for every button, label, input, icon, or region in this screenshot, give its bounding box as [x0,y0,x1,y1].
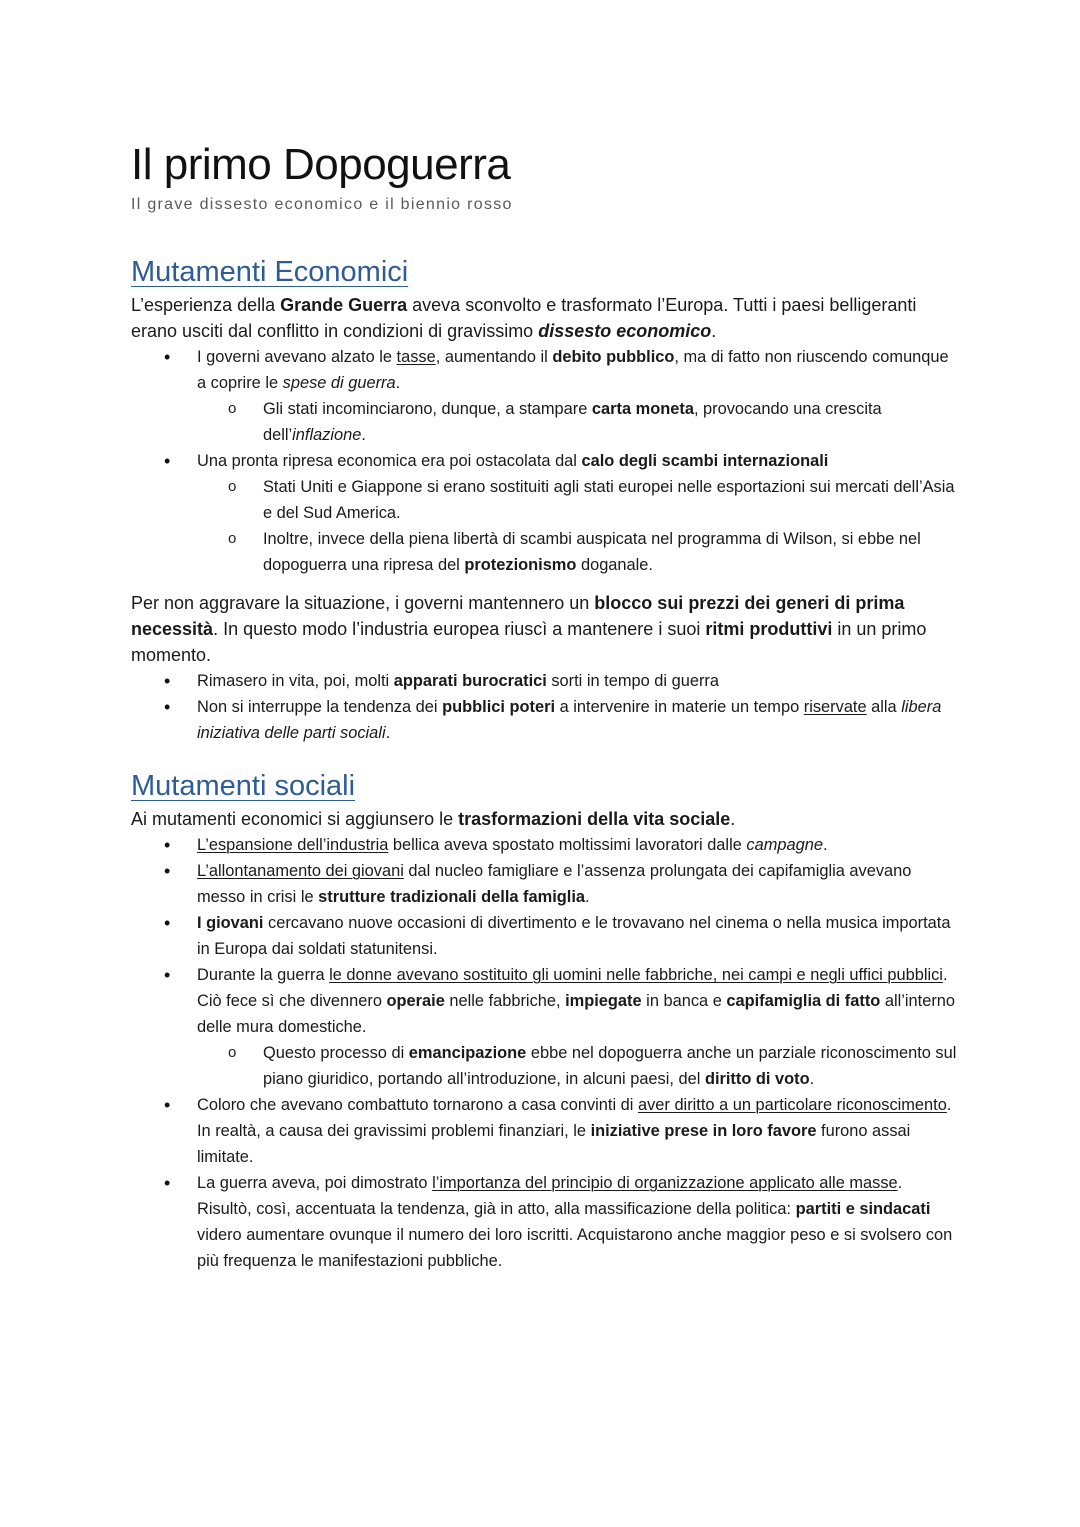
page-subtitle: Il grave dissesto economico e il biennio rosso [131,196,513,213]
list-item: • I giovani cercavano nuove occasioni di divertimento e le trovavano nel cinema o nella musica importata in Europa dai soldati statunitensi. [131,910,961,962]
sub-list-item: o Gli stati incominciarono, dunque, a stampare carta moneta, provocando una crescita dell’inflazione. [197,396,961,448]
paragraph: Per non aggravare la situazione, i governi mantennero un blocco sui prezzi dei generi di prima necessità. In questo modo l’industria europea riuscì a mantenere i suoi ritmi produttivi in un primo momento. [131,593,927,665]
bullet-list [131,344,961,578]
bullet-list [131,832,961,1274]
sub-list-item: o Inoltre, invece della piena libertà di scambi auspicata nel programma di Wilson, si ebbe nel dopoguerra una ripresa del protezionismo doganale. [197,526,961,578]
sub-list [197,396,961,448]
list-item: • L’espansione dell’industria bellica aveva spostato moltissimi lavoratori dalle campagne. [131,832,961,858]
paragraph: L’esperienza della Grande Guerra aveva sconvolto e trasformato l’Europa. Tutti i paesi belligeranti erano usciti dal conflitto in condizioni di gravissimo dissesto economico. [131,295,917,341]
document-page [131,140,961,1274]
list-item: • Non si interruppe la tendenza dei pubblici poteri a intervenire in materie un tempo riservate alla libera iniziativa delle parti sociali. [131,694,961,746]
list-item: • La guerra aveva, poi dimostrato l’importanza del principio di organizzazione applicato alle masse. Risultò, così, accentuata la tendenza, già in atto, alla massificazione della politica: partiti e sindacati videro aumentare ovunque il numero dei loro iscritti. Acquistarono anche maggior peso e si svolsero con più frequenza le manifestazioni pubbliche. [131,1170,961,1274]
page-title: Il primo Dopoguerra [131,140,511,189]
list-item: • Coloro che avevano combattuto tornarono a casa convinti di aver diritto a un particolare riconoscimento. In realtà, a causa dei gravissimi problemi finanziari, le iniziative prese in loro favore furono assai limitate. [131,1092,961,1170]
section-heading-economici: Mutamenti Economici [131,256,409,288]
paragraph: Ai mutamenti economici si aggiunsero le trasformazioni della vita sociale. [131,809,736,829]
list-item: • Una pronta ripresa economica era poi ostacolata dal calo degli scambi internazionali o Stati Uniti e Giappone si erano sostituiti agli stati europei nelle esportazioni sui mercati dell’Asia e del Sud America. o Inoltre, invece della piena libertà di scambi auspicata nel programma di Wilson, si ebbe nel dopoguerra una ripresa del protezionismo doganale. [131,448,961,578]
list-item: • L’allontanamento dei giovani dal nucleo famigliare e l’assenza prolungata dei capifamiglia avevano messo in crisi le strutture tradizionali della famiglia. [131,858,961,910]
list-item: • Rimasero in vita, poi, molti apparati burocratici sorti in tempo di guerra [131,668,961,694]
list-item: • I governi avevano alzato le tasse, aumentando il debito pubblico, ma di fatto non riuscendo comunque a coprire le spese di guerra. o Gli stati incominciarono, dunque, a stampare carta moneta, provocando una crescita dell’inflazione. [131,344,961,448]
bullet-list [131,668,961,746]
sub-list-item: o Questo processo di emancipazione ebbe nel dopoguerra anche un parziale riconoscimento sul piano giuridico, portando all’introduzione, in alcuni paesi, del diritto di voto. [197,1040,961,1092]
sub-list [197,474,961,578]
sub-list-item: o Stati Uniti e Giappone si erano sostituiti agli stati europei nelle esportazioni sui mercati dell’Asia e del Sud America. [197,474,961,526]
section-heading-sociali: Mutamenti sociali [131,770,356,802]
list-item: • Durante la guerra le donne avevano sostituito gli uomini nelle fabbriche, nei campi e negli uffici pubblici. Ciò fece sì che divennero operaie nelle fabbriche, impiegate in banca e capifamiglia di fatto all’interno delle mura domestiche. o Questo processo di emancipazione ebbe nel dopoguerra anche un parziale riconoscimento sul piano giuridico, portando all’introduzione, in alcuni paesi, del diritto di voto. [131,962,961,1092]
sub-list [197,1040,961,1092]
